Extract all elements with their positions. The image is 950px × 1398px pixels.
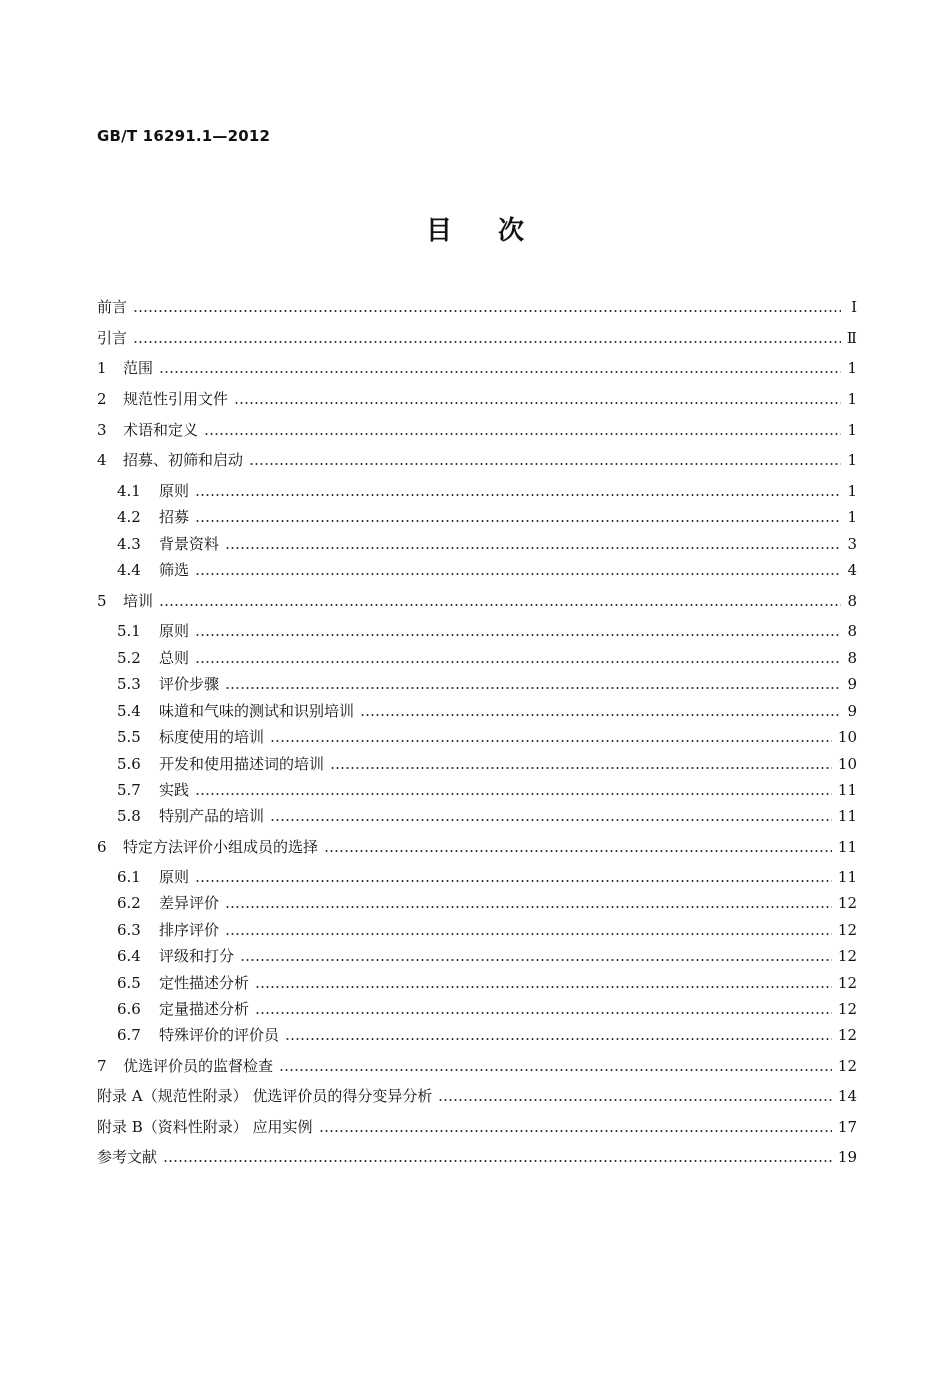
toc-leader [204,433,841,435]
toc-number: 6.1 [117,868,141,886]
toc-row-6-1[interactable] [117,864,857,886]
standard-code: GB/T 16291.1—2012 [97,127,271,145]
toc-label: 原则 [159,622,190,640]
toc-leader [319,1130,832,1132]
toc-label: 附录 A（规范性附录） 优选评价员的得分变异分析 [97,1087,433,1105]
toc-page: 1 [847,359,857,377]
toc-row-annex-a[interactable] [97,1083,857,1105]
toc-row-annex-b[interactable] [97,1114,857,1136]
toc-row-2[interactable] [97,386,857,408]
toc-leader [225,906,832,908]
toc-label: 实践 [159,781,190,799]
toc-number: 6.2 [117,894,141,912]
toc-number: 4.1 [117,482,141,500]
toc-page: 1 [847,390,857,408]
toc-label: 术语和定义 [123,421,199,439]
toc-leader [133,341,841,343]
toc-leader [225,687,841,689]
toc-leader [195,573,841,575]
toc-leader [270,740,832,742]
toc-row-5-7[interactable] [117,777,857,799]
toc-leader [234,402,841,404]
toc-number: 3 [97,421,107,439]
toc-label: 标度使用的培训 [159,728,265,746]
toc-page: 8 [847,649,857,667]
toc-label: 原则 [159,482,190,500]
toc-row-6-4[interactable] [117,943,857,965]
toc-leader [438,1099,832,1101]
toc-row-bibliography[interactable] [97,1144,857,1166]
toc-page: 1 [847,451,857,469]
toc-row-4-2[interactable] [117,504,857,526]
toc-page: 14 [837,1087,857,1105]
toc-row-6-5[interactable] [117,970,857,992]
toc-page: Ⅱ [846,329,857,347]
toc-number: 6.6 [117,1000,141,1018]
toc-leader [195,634,841,636]
toc-row-4[interactable] [97,447,857,469]
toc-row-5[interactable] [97,588,857,610]
toc-label: 引言 [97,329,128,347]
toc-leader [324,850,832,852]
toc-row-6[interactable] [97,834,857,856]
toc-row-4-3[interactable] [117,531,857,553]
toc-label: 特殊评价的评价员 [159,1026,280,1044]
toc-number: 6.5 [117,974,141,992]
toc-label: 特别产品的培训 [159,807,265,825]
toc-leader [225,547,841,549]
toc-page: 17 [837,1118,857,1136]
toc-row-6-2[interactable] [117,890,857,912]
toc-label: 筛选 [159,561,190,579]
toc-label: 招募 [159,508,190,526]
toc-row-5-6[interactable] [117,751,857,773]
toc-label: 定性描述分析 [159,974,250,992]
toc-page: 11 [837,868,857,886]
toc-row-5-2[interactable] [117,645,857,667]
toc-page: 12 [837,947,857,965]
toc-page: 1 [847,482,857,500]
toc-row-6-3[interactable] [117,917,857,939]
toc-label: 评价步骤 [159,675,220,693]
toc-page: 8 [847,622,857,640]
toc-label: 评级和打分 [159,947,235,965]
toc-leader [360,714,841,716]
page-title: 目次 [425,216,570,246]
toc-leader [195,793,832,795]
toc-leader [195,520,841,522]
toc-label: 前言 [97,298,128,316]
toc-label: 味道和气味的测试和识别培训 [159,702,355,720]
toc-number: 5.5 [117,728,141,746]
toc-row-6-6[interactable] [117,996,857,1018]
toc-leader [330,767,832,769]
toc-page: 19 [837,1148,857,1166]
toc-leader [195,494,841,496]
toc-page: 10 [837,755,857,773]
toc-number: 4.3 [117,535,141,553]
toc-row-1[interactable] [97,355,857,377]
toc-page: Ⅰ [851,298,857,316]
toc-page: 8 [847,592,857,610]
toc-leader [240,959,832,961]
toc-page: 12 [837,974,857,992]
toc-page: 1 [847,508,857,526]
toc-page: 12 [837,1026,857,1044]
toc-number: 6.3 [117,921,141,939]
toc-number: 4 [97,451,107,469]
toc-label: 差异评价 [159,894,220,912]
toc-row-4-4[interactable] [117,557,857,579]
toc-number: 2 [97,390,107,408]
toc-leader [279,1069,832,1071]
toc-number: 6.4 [117,947,141,965]
toc-page: 11 [837,807,857,825]
toc-page: 10 [837,728,857,746]
toc-row-4-1[interactable] [117,478,857,500]
toc-label: 培训 [123,592,154,610]
toc-row-5-4[interactable] [117,698,857,720]
toc-number: 1 [97,359,107,377]
toc-label: 招募、初筛和启动 [123,451,244,469]
toc-number: 7 [97,1057,107,1075]
toc-label: 定量描述分析 [159,1000,250,1018]
toc-row-6-7[interactable] [117,1022,857,1044]
toc-number: 5.2 [117,649,141,667]
toc-leader [225,933,832,935]
toc-label: 范围 [123,359,154,377]
toc-number: 5.8 [117,807,141,825]
toc-leader [163,1160,832,1162]
toc-row-5-1[interactable] [117,618,857,640]
toc-leader [249,463,841,465]
toc-leader [285,1038,832,1040]
toc-row-7[interactable] [97,1053,857,1075]
toc-page: 3 [847,535,857,553]
toc-page: 9 [847,675,857,693]
toc-label: 附录 B（资料性附录） 应用实例 [97,1118,313,1136]
toc-number: 6 [97,838,107,856]
toc-page: 1 [847,421,857,439]
toc-label: 规范性引用文件 [123,390,229,408]
toc-row-3[interactable] [97,417,857,439]
toc-label: 背景资料 [159,535,220,553]
toc-label: 排序评价 [159,921,220,939]
toc-leader [159,371,841,373]
toc-leader [255,986,832,988]
toc-row-5-3[interactable] [117,671,857,693]
toc-page: 11 [837,838,857,856]
toc-row-foreword[interactable] [97,294,857,316]
toc-page: 11 [837,781,857,799]
toc-leader [255,1012,832,1014]
toc-label: 参考文献 [97,1148,158,1166]
toc-page: 9 [847,702,857,720]
toc-label: 开发和使用描述词的培训 [159,755,325,773]
toc-page: 12 [837,1057,857,1075]
toc-label: 原则 [159,868,190,886]
toc-number: 5.3 [117,675,141,693]
toc-page: 4 [847,561,857,579]
toc-page: 12 [837,921,857,939]
toc-number: 5.6 [117,755,141,773]
toc-number: 5 [97,592,107,610]
toc-leader [195,880,832,882]
toc-row-introduction[interactable] [97,325,857,347]
toc-label: 特定方法评价小组成员的选择 [123,838,319,856]
toc-leader [159,604,841,606]
toc-label: 总则 [159,649,190,667]
toc-number: 4.2 [117,508,141,526]
toc-row-5-8[interactable] [117,803,857,825]
toc-leader [195,661,841,663]
toc-page: 12 [837,894,857,912]
toc-leader [270,819,832,821]
toc-number: 6.7 [117,1026,141,1044]
toc-number: 5.1 [117,622,141,640]
toc-label: 优选评价员的监督检查 [123,1057,274,1075]
toc-leader [133,310,841,312]
toc-number: 4.4 [117,561,141,579]
toc-number: 5.4 [117,702,141,720]
toc-number: 5.7 [117,781,141,799]
toc-page: 12 [837,1000,857,1018]
toc-row-5-5[interactable] [117,724,857,746]
